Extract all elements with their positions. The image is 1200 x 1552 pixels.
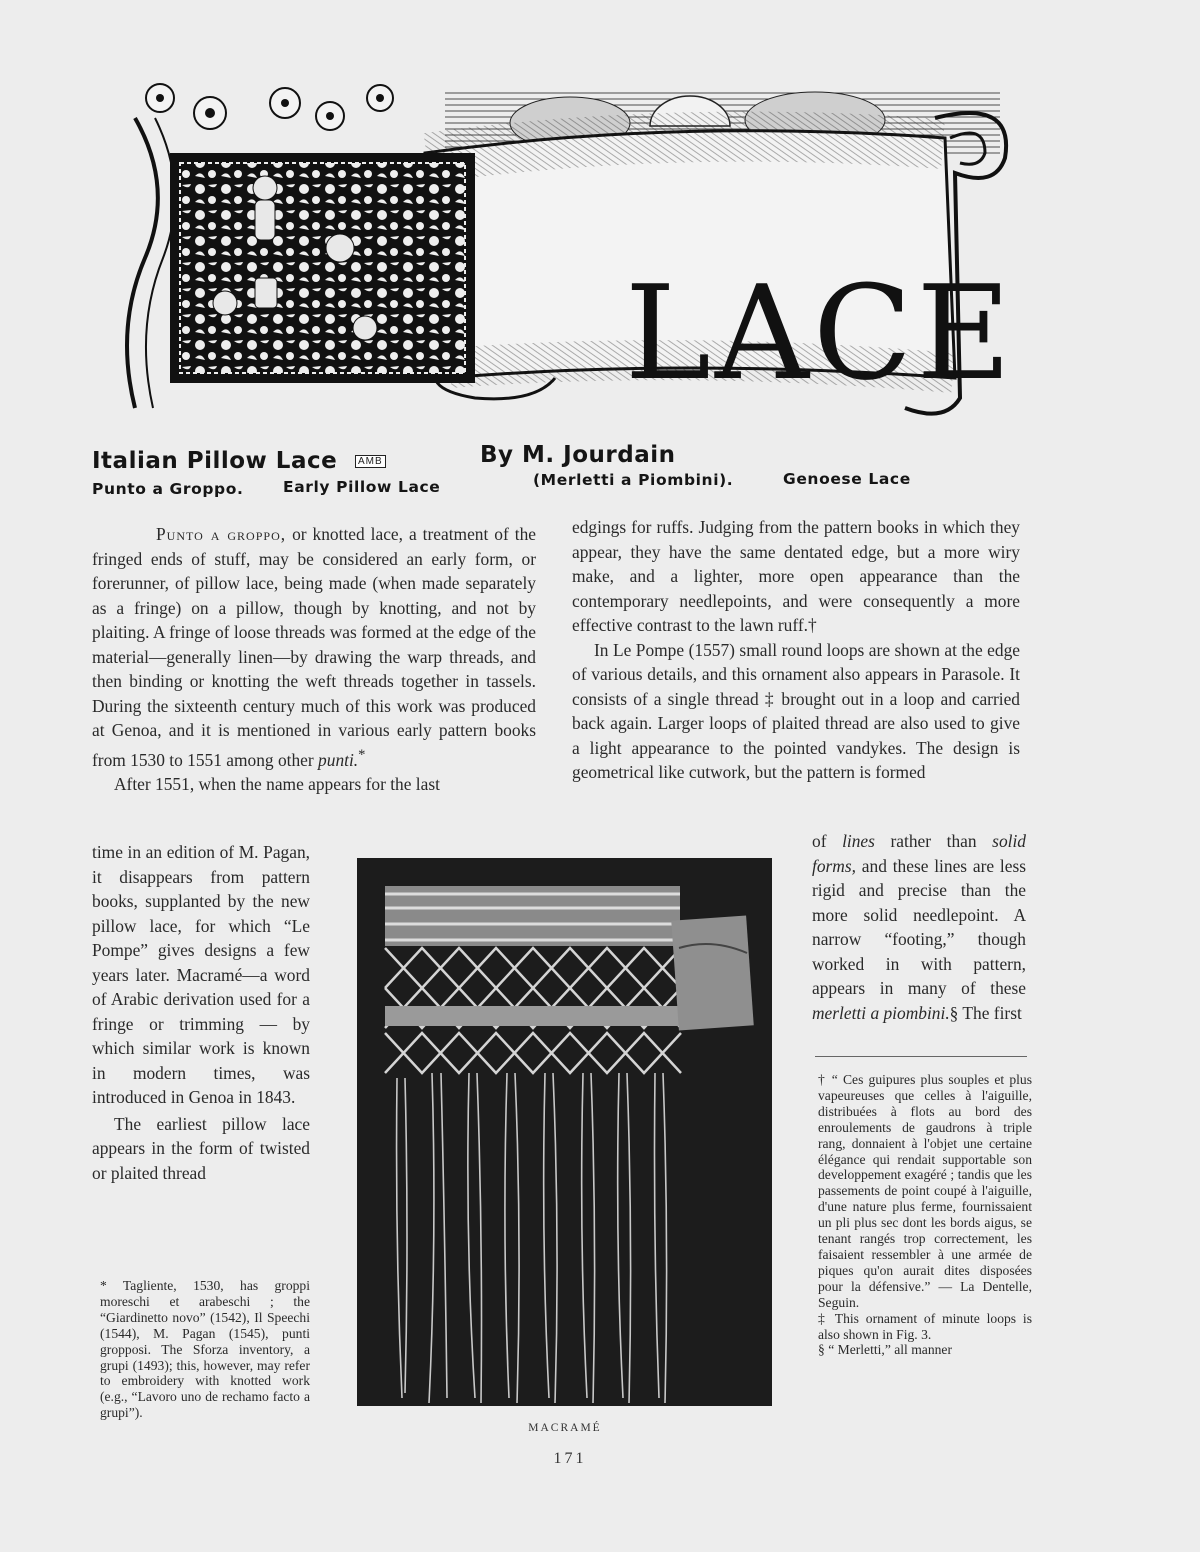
footnote-section: § “ Merletti,” all manner: [818, 1342, 952, 1358]
footnote-dagger: † “ Ces guipures plus souples et plus vapeureuses que celles à l'aiguille, distribuées à flots au bord des enroulements de gaudrons à triple rang, donnaient à l'objet une certaine élégance qui rendait supportable son developpement exagéré ; tandis que les passements de point coupé à l'aiguille, d'une nature plus ferme, fournissaient un pli plus sec dont les bords aigus, se tenant rangés trop correctement, les faisaient ressembler à une armée de piques qu'on aurait dites disposées pour la défensive.” — La Dentelle, Seguin.: [818, 1072, 1032, 1310]
italic-word: punti.: [318, 749, 359, 770]
column-left-narrow: [92, 840, 310, 1185]
paragraph-text: or knotted lace, a treatment of the fringed ends of stuff, may be considered an early form, or forerunner, of pillow lace, being made (when made separately as a fringe) on a pillow, though by knotting, and not by plaiting. A fringe of loose threads was formed at the edge of the material—generally linen—by drawing the warp threads, and then binding or knotting the weft threads together in tassels. During the sixteenth century much of this work was produced at Genoa, and it is mentioned in various early pattern books from 1530 to 1551 among other: [92, 524, 536, 770]
lead-words: Punto a groppo,: [156, 524, 287, 544]
paragraph-after-1551-first-line: After 1551, when the name appears for the last: [114, 773, 440, 794]
subtitle-merletti: (Merletti a Piombini).: [533, 471, 734, 489]
column-right-narrow: [812, 829, 1026, 1025]
subtitle-punto-a-groppo: Punto a Groppo.: [92, 480, 244, 498]
paragraph-lines: of lines rather than solid forms, and these lines are less rigid and precise than the more solid needlepoint. A narrow “footing,” though worked in with pattern, appears in many of these merletti a piombini.§ The first: [812, 831, 1026, 1023]
subtitle-genoese-lace: Genoese Lace: [783, 470, 911, 488]
footnote-double-dagger: ‡ This ornament of minute loops is also shown in Fig. 3.: [818, 1310, 1032, 1342]
paragraph-after-1551: time in an edition of M. Pagan, it disappears from pattern books, supplanted by the new pillow lace, for which “Le Pompe” gives designs a few years later. Macramé—a word of Arabic derivation used for a fringe or trimming — by which similar work is known in modern times, was introduced in Genoa in 1843.: [92, 842, 310, 1107]
column-right-upper: [572, 515, 1020, 785]
page-number: 171: [553, 1450, 587, 1467]
paragraph-punto-a-groppo: [92, 522, 536, 772]
subtitle-early-pillow-lace: Early Pillow Lace: [283, 478, 441, 496]
paragraph-earliest-pillow-lace: The earliest pillow lace appears in the form of twisted or plaited thread: [92, 1113, 310, 1183]
macrame-image: [357, 858, 772, 1406]
paragraph-le-pompe: In Le Pompe (1557) small round loops are shown at the edge of various details, and this ornament also appears in Parasole. It consists of a single thread ‡ brought out in a loop and carried back again. Larger loops of plaited thread are also used to give a light appearance to the pointed vandykes. The design is geometrical like cutwork, but the pattern is formed: [572, 639, 1020, 782]
article-title: Italian Pillow Lace: [92, 448, 338, 474]
footnote-mark: *: [358, 746, 366, 763]
column-left-upper: [92, 522, 536, 796]
footnote-divider: [815, 1056, 1027, 1057]
artist-monogram: AMB: [355, 455, 386, 468]
article-byline: By M. Jourdain: [480, 442, 676, 468]
footnote-star: * Tagliente, 1530, has groppi moreschi et arabeschi ; the “Giardinetto novo” (1542), Il Speechi (1544), M. Pagan (1545), punti gropposi. The Sforza inventory, a grupi (1493); this, however, may refer to embroidery with knotted work (e.g., “Lavoro uno de rechamo facto a grupi”).: [100, 1278, 310, 1421]
photo-caption: MACRAMÉ: [528, 1422, 602, 1434]
lace-title-art: LACE: [624, 257, 1016, 409]
macrame-photo: [357, 858, 772, 1406]
paragraph-edgings: edgings for ruffs. Judging from the pattern books in which they appear, they have the same dentated edge, but a more wiry make, and a lighter, more open appearance than the contemporary needlepoints, and were consequently a more effective contrast to the lawn ruff.†: [572, 517, 1020, 635]
footnotes-right: [818, 1072, 1032, 1358]
